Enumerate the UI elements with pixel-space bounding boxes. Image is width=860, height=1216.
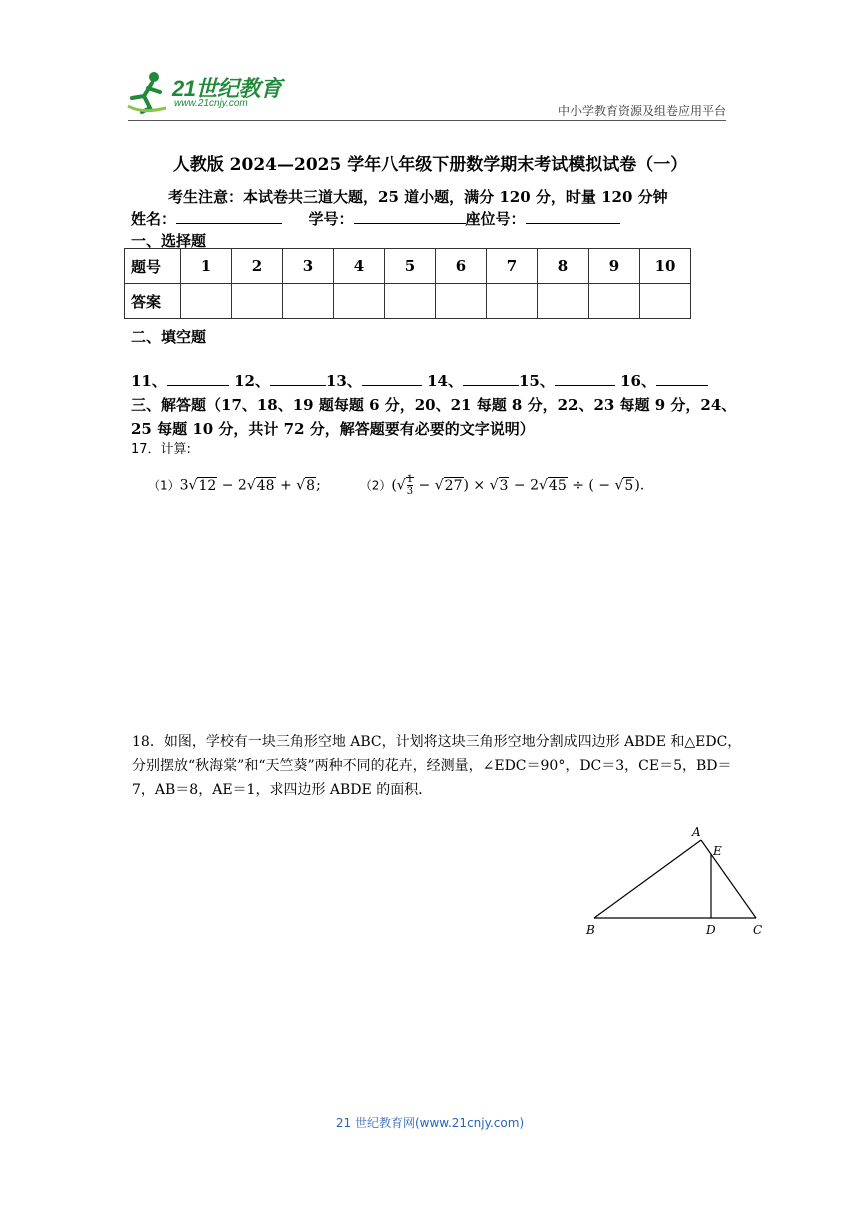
fill-blank[interactable]	[362, 370, 422, 386]
answer-cell[interactable]	[538, 284, 589, 319]
name-label: 姓名：	[131, 210, 177, 228]
fill-blank-row	[131, 370, 708, 391]
fill-blank[interactable]	[555, 370, 615, 386]
site-logo	[122, 68, 292, 118]
answer-table	[124, 248, 691, 319]
question-number: 9	[589, 249, 640, 284]
id-label: 学号：	[308, 210, 354, 228]
question-number: 1	[181, 249, 232, 284]
question-number: 2	[232, 249, 283, 284]
q17-part2-prefix: （2）	[359, 478, 392, 493]
label-a: A	[692, 825, 701, 839]
triangle-figure	[582, 820, 772, 940]
runner-logo-icon	[122, 68, 174, 114]
question-number: 5	[385, 249, 436, 284]
blank-label: 16、	[620, 372, 656, 390]
question-number: 6	[436, 249, 487, 284]
label-e: E	[713, 844, 722, 858]
blank-label: 12、	[234, 372, 270, 390]
question-number: 7	[487, 249, 538, 284]
answer-cell[interactable]	[589, 284, 640, 319]
answer-cell[interactable]	[283, 284, 334, 319]
blank-label: 15、	[518, 372, 555, 390]
q17-expressions	[148, 474, 644, 497]
answer-cell[interactable]	[436, 284, 487, 319]
blank-label: 13、	[325, 372, 362, 390]
page-footer: 21 世纪教育网(www.21cnjy.com)	[335, 1116, 525, 1130]
logo-url: www.21cnjy.com	[174, 98, 248, 109]
row-header-answer: 答案	[125, 284, 181, 319]
seat-blank[interactable]	[526, 208, 620, 224]
section2-heading: 二、填空题	[131, 328, 207, 346]
answer-cell[interactable]	[640, 284, 691, 319]
q17-label: 17．计算:	[131, 442, 191, 457]
question-number: 8	[538, 249, 589, 284]
logo-title: 21世纪教育	[172, 76, 282, 101]
answer-cell[interactable]	[487, 284, 538, 319]
fill-blank[interactable]	[463, 370, 519, 386]
name-blank[interactable]	[176, 208, 282, 224]
seat-label: 座位号：	[465, 210, 526, 228]
blank-label: 11、	[131, 372, 167, 390]
label-b: B	[586, 923, 595, 937]
platform-caption: 中小学教育资源及组卷应用平台	[557, 104, 726, 118]
question-number: 4	[334, 249, 385, 284]
q17-part2-expr: (√ $\frac{1}{3}$ − √27) × √3 − 2√45 ÷ ( − √5).	[391, 474, 645, 497]
id-blank[interactable]	[354, 208, 466, 224]
blank-label: 14、	[427, 372, 463, 390]
q17-part1-prefix: （1）	[148, 478, 180, 493]
header-divider	[128, 120, 726, 121]
question-number: 3	[283, 249, 334, 284]
answer-cell[interactable]	[334, 284, 385, 319]
answer-cell[interactable]	[232, 284, 283, 319]
question-number: 10	[640, 249, 691, 284]
label-c: C	[753, 923, 763, 937]
table-row	[125, 249, 691, 284]
fill-blank[interactable]	[656, 370, 708, 386]
answer-cell[interactable]	[181, 284, 232, 319]
segment-ac	[701, 840, 756, 918]
exam-notice: 考生注意：本试卷共三道大题，25 道小题，满分 120 分，时量 120 分钟	[168, 188, 668, 206]
fill-blank[interactable]	[167, 370, 229, 386]
answer-cell[interactable]	[385, 284, 436, 319]
q18-text: 18．如图，学校有一块三角形空地 ABC，计划将这块三角形空地分割成四边形 ABDE 和△EDC，分别摆放“秋海棠”和“天竺葵”两种不同的花卉，经测量，∠EDC＝90°，DC＝3，CE＝5，BD＝7，AB＝8，AE＝1，求四边形 ABDE 的面积．	[132, 734, 742, 798]
label-d: D	[706, 923, 716, 937]
fill-blank[interactable]	[270, 370, 326, 386]
row-header-number: 题号	[125, 249, 181, 284]
segment-ab	[594, 840, 701, 918]
exam-title: 人教版 2024—2025 学年八年级下册数学期末考试模拟试卷（一）	[172, 155, 688, 175]
q17-part1-expr: 3√12 − 2√48 + √8;	[179, 477, 321, 494]
table-row	[125, 284, 691, 319]
student-info-row	[131, 208, 620, 229]
section3-heading: 三、解答题（17、18、19 题每题 6 分，20、21 每题 8 分，22、23 每题 9 分，24、25 每题 10 分，共计 72 分，解答题要有必要的文字说明）	[131, 396, 737, 438]
section1-heading: 一、选择题	[131, 232, 207, 250]
